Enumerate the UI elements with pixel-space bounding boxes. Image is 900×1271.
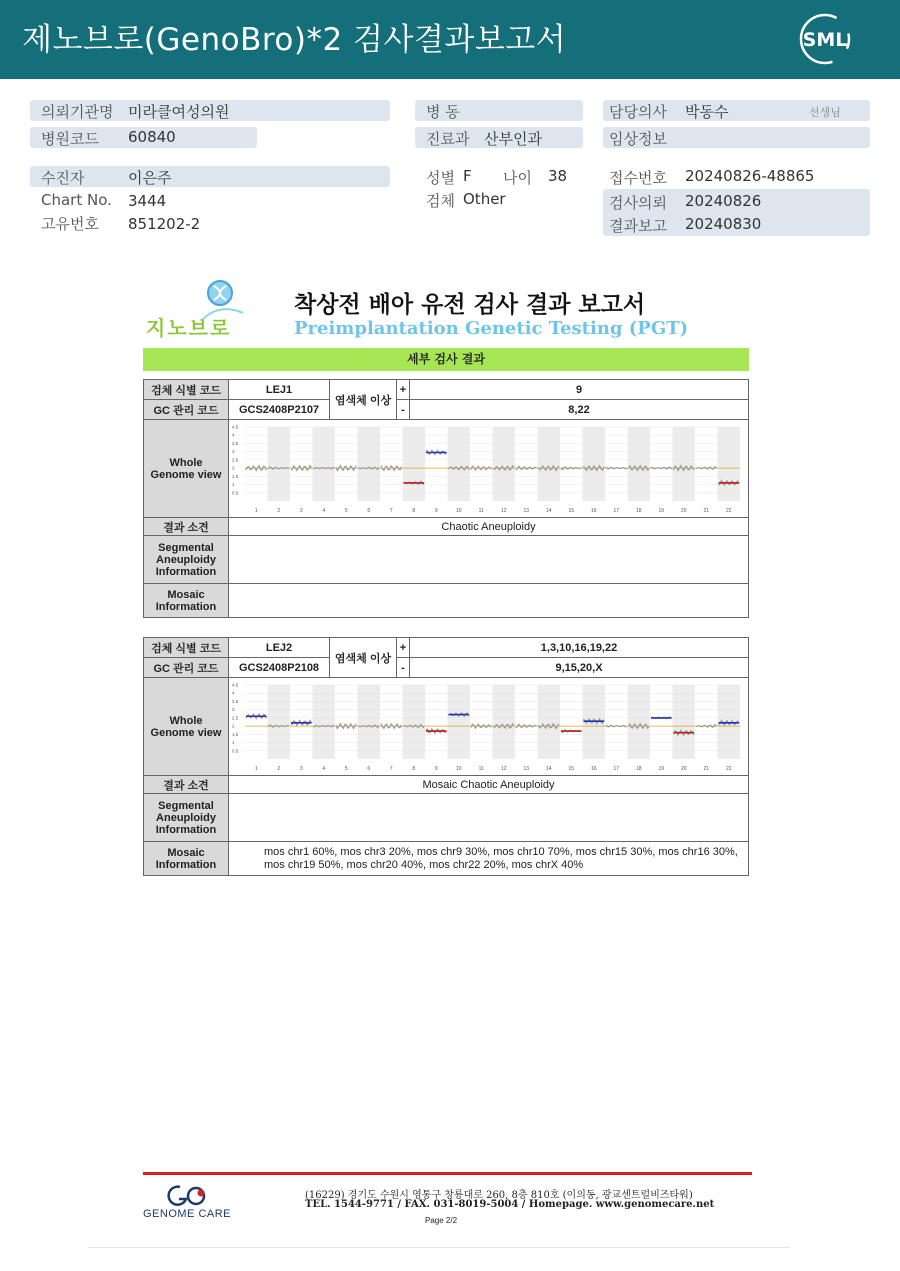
receipt-value: 20240826-48865 [685,167,815,185]
y-tick-label: 0.5 [231,747,239,753]
x-tick-label: 22 [725,765,732,772]
result-value: 20240830 [685,215,762,233]
gc-code-value: GCS2408P2107 [229,400,330,420]
department-value: 산부인과 [484,130,542,148]
chromosome-band [537,685,560,759]
x-tick-label: 10 [455,507,462,514]
x-tick-label: 6 [367,765,371,772]
y-tick-label: 3.5 [231,698,239,704]
chromosome-band [402,685,425,759]
x-tick-label: 19 [658,507,665,514]
x-tick-label: 18 [635,765,642,772]
y-tick-label: 4 [231,690,235,696]
unique-label: 고유번호 [41,215,99,233]
x-tick-label: 15 [568,507,575,514]
report-title: 착상전 배아 유전 검사 결과 보고서 [294,292,646,318]
x-tick-label: 9 [434,507,438,514]
patient-label: 수진자 [41,169,85,187]
sex-value: F [463,167,472,185]
segmental-label: Segmental Aneuploidy Information [144,536,229,584]
x-tick-label: 11 [478,765,484,772]
chart-label: Chart No. [41,191,112,209]
x-tick-label: 6 [367,507,371,514]
institution-value: 미라클여성의원 [128,103,230,121]
x-tick-label: 2 [277,507,281,514]
footer-company: GENOME CARE [143,1208,232,1220]
x-tick-label: 4 [322,507,326,514]
y-tick-label: 1 [231,481,235,487]
abnormality-label: 염색체 이상 [330,380,397,420]
request-label: 검사의뢰 [609,194,667,212]
chromosome-band [357,427,380,501]
report-subtitle: Preimplantation Genetic Testing (PGT) [294,318,689,339]
x-tick-label: 8 [412,765,416,772]
x-tick-label: 16 [590,765,597,772]
y-tick-label: 0.5 [231,489,239,495]
doctor-label: 담당의사 [609,103,667,121]
age-label: 나이 [503,169,532,187]
chromosome-band [357,685,380,759]
x-tick-label: 14 [545,507,552,514]
chromosome-band [628,427,651,501]
x-tick-label: 7 [389,765,393,772]
segmental-value [229,536,749,584]
footer-page: Page 2/2 [425,1216,458,1225]
mosaic-value [229,584,749,618]
sml-logo-icon [796,12,854,66]
gc-code-value: GCS2408P2108 [229,658,330,678]
whole-genome-plot [229,421,748,517]
patient-value: 이은주 [128,169,172,187]
x-tick-label: 19 [658,765,665,772]
chromosome-band [628,685,651,759]
specimen-id-label: 검체 식별 코드 [144,638,229,658]
x-tick-label: 1 [254,507,258,514]
chromosome-band [402,427,425,501]
sample-table-2 [143,637,749,876]
chromosome-band [492,685,515,759]
x-tick-label: 2 [277,765,281,772]
unique-value: 851202-2 [128,215,201,233]
chromosome-band [312,427,335,501]
loss-value: 9,15,20,X [410,658,749,678]
x-tick-label: 15 [568,765,575,772]
chart-value: 3444 [128,192,167,210]
gc-code-label: GC 관리 코드 [144,400,229,420]
y-tick-label: 3.5 [231,440,239,446]
clinical-info-label: 임상정보 [609,130,667,148]
institution-label: 의뢰기관명 [41,103,114,121]
x-tick-label: 1 [254,765,258,772]
x-tick-label: 18 [635,507,642,514]
footer-address: (16229) 경기도 수원시 영통구 창룡대로 260, 8층 810호 (이의동, 광교센트럴비즈타워) [305,1190,693,1201]
doctor-suffix: 선생님 [809,106,841,119]
chromosome-band [267,427,290,501]
y-tick-label: 4.5 [231,681,239,688]
x-tick-label: 5 [344,507,348,514]
x-tick-label: 22 [725,507,732,514]
x-tick-label: 10 [455,765,462,772]
y-tick-label: 2 [231,723,235,729]
header-bar [0,0,900,79]
x-tick-label: 4 [322,765,326,772]
y-tick-label: 1.5 [231,473,239,479]
specimen-value: Other [463,190,506,208]
specimen-label: 검체 [426,192,455,210]
sample-table-1 [143,379,749,618]
x-tick-label: 17 [613,765,620,772]
x-tick-label: 13 [523,765,530,772]
section-title: 세부 검사 결과 [143,348,749,371]
ward-label: 병 동 [426,103,460,121]
specimen-id-value: LEJ1 [229,380,330,400]
specimen-id-label: 검체 식별 코드 [144,380,229,400]
minus-sign: - [397,658,410,678]
minus-sign: - [397,400,410,420]
footer-contact: TEL. 1544-9771 / FAX. 031-8019-5004 / Homepage. www.genomecare.net [305,1199,715,1210]
x-tick-label: 11 [478,507,484,514]
y-tick-label: 1 [231,739,235,745]
segmental-label: Segmental Aneuploidy Information [144,794,229,842]
x-tick-label: 8 [412,507,416,514]
y-tick-label: 2.5 [231,456,239,462]
page-title: 제노브로(GenoBro)*2 검사결과보고서 [22,22,567,58]
y-tick-label: 4.5 [231,423,239,430]
doctor-value: 박동수 [685,103,729,121]
chromosome-band [673,427,696,501]
gain-value: 9 [410,380,749,400]
chromosome-band [718,427,741,501]
chromosome-band [267,685,290,759]
hospital-code-label: 병원코드 [41,130,99,148]
department-label: 진료과 [426,130,470,148]
request-value: 20240826 [685,192,762,210]
x-tick-label: 14 [545,765,552,772]
receipt-label: 접수번호 [609,169,667,187]
x-tick-label: 3 [299,507,303,514]
svg-text:SML: SML [802,29,848,51]
genome-care-logo-icon [166,1184,206,1208]
whole-genome-plot [229,679,748,775]
whole-genome-label: Whole Genome view [144,678,229,776]
x-tick-label: 13 [523,507,530,514]
finding-value: Chaotic Aneuploidy [229,518,749,536]
copy-number-trace [561,467,582,470]
x-tick-label: 20 [680,765,687,772]
x-tick-label: 3 [299,765,303,772]
finding-label: 결과 소견 [144,518,229,536]
x-tick-label: 12 [500,765,507,772]
x-tick-label: 12 [500,507,507,514]
y-tick-label: 3 [231,448,235,454]
age-value: 38 [548,167,568,185]
sex-label: 성별 [426,169,455,187]
chromosome-band [583,427,606,501]
footer-divider [143,1172,752,1175]
hospital-code-value: 60840 [128,128,176,146]
y-tick-label: 1.5 [231,731,239,737]
finding-label: 결과 소견 [144,776,229,794]
mosaic-label: Mosaic Information [144,584,229,618]
chromosome-band [447,427,470,501]
x-tick-label: 16 [590,507,597,514]
abnormality-label: 염색체 이상 [330,638,397,678]
x-tick-label: 21 [703,765,710,772]
x-tick-label: 9 [434,765,438,772]
segmental-value [229,794,749,842]
mosaic-value: mos chr1 60%, mos chr3 20%, mos chr9 30%, mos chr10 70%, mos chr15 30%, mos chr16 30%, mos chr19 50%, mos chr20 40%, mos chr22 20%, mos chrX 40% [229,842,749,876]
loss-value: 8,22 [410,400,749,420]
mosaic-label: Mosaic Information [144,842,229,876]
y-tick-label: 2 [231,465,235,471]
finding-value: Mosaic Chaotic Aneuploidy [229,776,749,794]
y-tick-label: 3 [231,706,235,712]
chromosome-band [447,685,470,759]
gain-value: 1,3,10,16,19,22 [410,638,749,658]
gc-code-label: GC 관리 코드 [144,658,229,678]
result-label: 결과보고 [609,217,667,235]
chromosome-band [492,427,515,501]
x-tick-label: 5 [344,765,348,772]
footer-bottom-line [88,1247,790,1248]
y-tick-label: 4 [231,432,235,438]
x-tick-label: 20 [680,507,687,514]
whole-genome-label: Whole Genome view [144,420,229,518]
copy-number-trace [651,467,672,469]
y-tick-label: 2.5 [231,714,239,720]
plus-sign: + [397,638,410,658]
chromosome-band [537,427,560,501]
x-tick-label: 21 [703,507,710,514]
x-tick-label: 7 [389,507,393,514]
plus-sign: + [397,380,410,400]
x-tick-label: 17 [613,507,620,514]
chromosome-band [312,685,335,759]
genobro-brand: 지노브로 [146,316,232,340]
chromosome-band [673,685,696,759]
specimen-id-value: LEJ2 [229,638,330,658]
